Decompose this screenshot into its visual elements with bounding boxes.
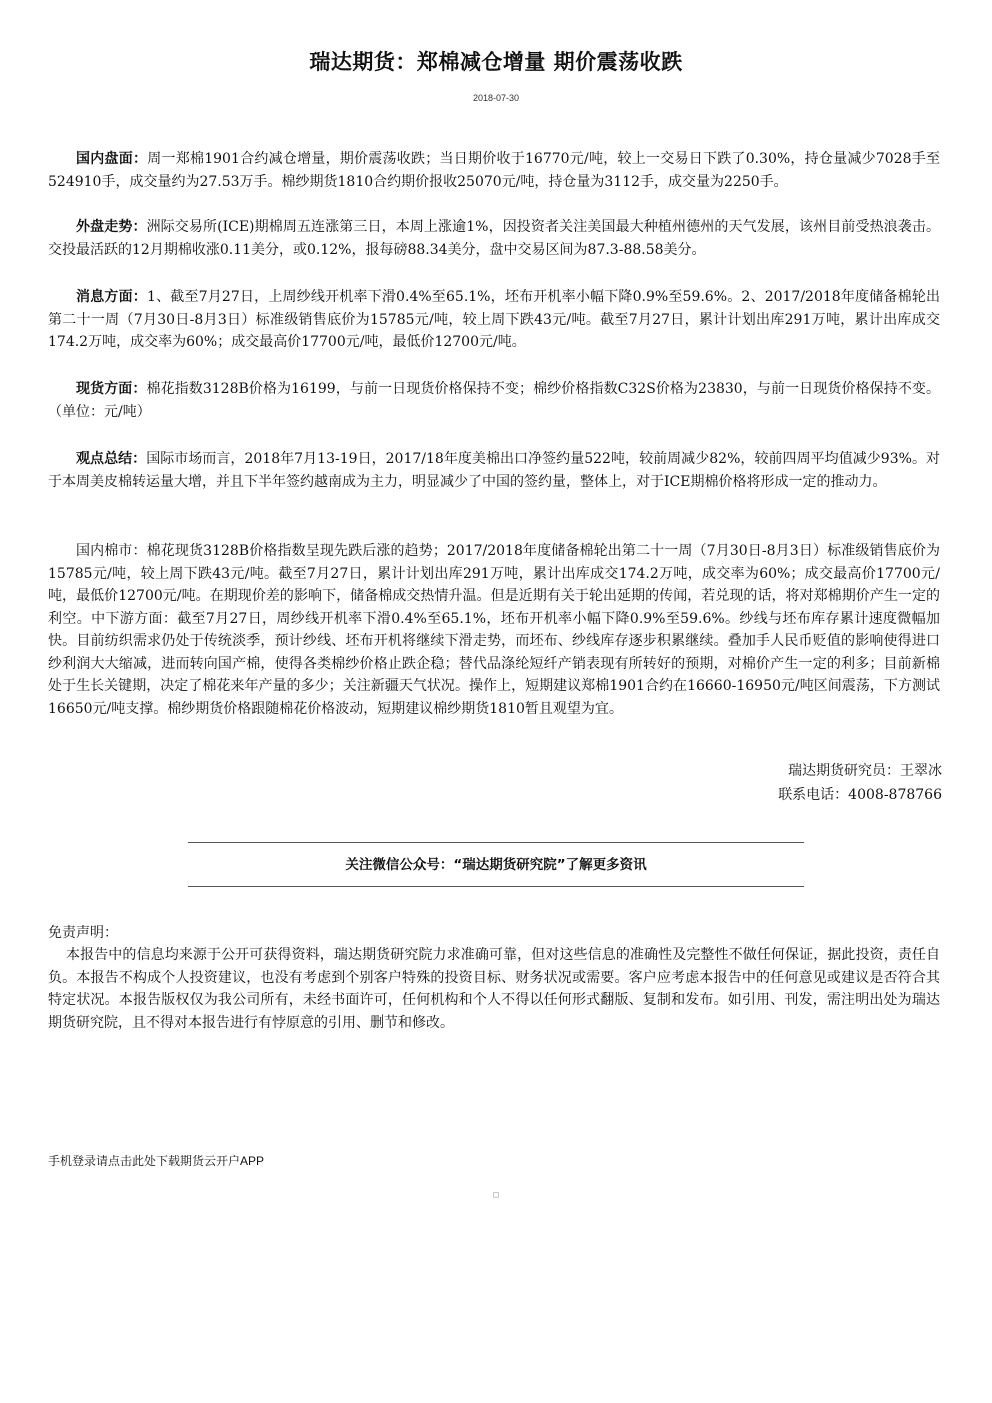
divider-top	[188, 842, 804, 843]
section-news	[48, 286, 940, 354]
disclaimer-text: 本报告中的信息均来源于公开可获得资料，瑞达期货研究院力求准确可靠，但对这些信息的准确性及完整性不做任何保证，据此投资，责任自负。本报告不构成个人投资建议，也没有考虑到个别客户特殊的投资目标、财务状况或需要。客户应考虑本报告中的任何意见或建议是否符合其特定状况。本报告版权仅为我公司所有，未经书面许可，任何机构和个人不得以任何形式翻版、复制和发布。如引用、刊发，需注明出处为瑞达期货研究院，且不得对本报告进行有悖原意的引用、删节和修改。	[48, 947, 940, 1031]
section-label: 外盘走势：	[76, 219, 147, 235]
researcher-name: 瑞达期货研究员：王翠冰	[788, 763, 942, 779]
domestic-cotton-paragraph: 国内棉市：棉花现货3128B价格指数呈现先跌后涨的趋势；2017/2018年度储备棉轮出第二十一周（7月30日-8月3日）标准级销售底价为15785元/吨，较上周下跌43元/吨。截至7月27日，累计计划出库291万吨，累计出库成交174.2万吨，成交率为60%；成交最高价17700元/吨，最低价12700元/吨。在期现价差的影响下，储备棉成交热情升温。但是近期有关于轮出延期的传闻，若兑现的话，将对郑棉期价产生一定的利空。中下游方面：截至7月27日，周纱线开机率下滑0.4%至65.1%，坯布开机率小幅下降0.9%至59.6%。纱线与坯布库存累计速度微幅加快。目前纺织需求仍处于传统淡季，预计纱线、坯布开机将继续下滑走势，而坯布、纱线库存逐步积累继续。叠加手人民币贬值的影响使得进口纱利润大大缩减，进而转向国产棉，使得各类棉纱价格止跌企稳；替代品涤纶短纤产销表现有所转好的预期，对棉价产生一定的利多；目前新棉处于生长关键期，决定了棉花来年产量的多少；关注新疆天气状况。操作上，短期建议郑棉1901合约在16660-16950元/吨区间震荡，下方测试16650元/吨支撑。棉纱期货价格跟随棉花价格波动，短期建议棉纱期货1810暂且观望为宜。	[48, 543, 940, 717]
section-label: 观点总结：	[76, 451, 147, 467]
section-label: 消息方面：	[76, 289, 147, 305]
section-foreign-market	[48, 216, 940, 261]
section-summary	[48, 448, 940, 493]
page-title: 瑞达期货：郑棉减仓增量 期价震荡收跌	[309, 50, 683, 74]
disclaimer-title: 免责声明：	[48, 925, 118, 941]
section-domestic-market	[48, 148, 940, 193]
section-text: 洲际交易所(ICE)期棉周五连涨第三日，本周上涨逾1%，因投资者关注美国最大种植州德州的天气发展，该州目前受热浪袭击。交投最活跃的12月期棉收涨0.11美分，或0.12%，报每磅88.34美分，盘中交易区间为87.3-88.58美分。	[48, 219, 941, 258]
contact-phone: 联系电话：4008-878766	[778, 787, 942, 803]
section-text: 周一郑棉1901合约减仓增量，期价震荡收跌；当日期价收于16770元/吨，较上一交易日下跌了0.30%，持仓量减少7028手至524910手，成交量约为27.53万手。棉纱期货1810合约期价报收25070元/吨，持仓量为3112手，成交量为2250手。	[48, 151, 941, 190]
section-label: 国内盘面：	[76, 151, 148, 167]
section-label: 现货方面：	[76, 381, 147, 397]
divider-bottom	[188, 886, 804, 887]
section-text: 国际市场而言，2018年7月13-19日，2017/18年度美棉出口净签约量522吨，较前周减少82%，较前四周平均值减少93%。对于本周美皮棉转运量大增，并且下半年签约越南成为主力，明显减少了中国的签约量，整体上，对于ICE期棉价格将形成一定的推动力。	[48, 451, 941, 490]
page-marker	[493, 1192, 499, 1198]
wechat-follow-notice: 关注微信公众号：“瑞达期货研究院”了解更多资讯	[345, 857, 647, 873]
section-text: 棉花指数3128B价格为16199，与前一日现货价格保持不变；棉纱价格指数C32S价格为23830，与前一日现货价格保持不变。（单位：元/吨）	[48, 381, 941, 420]
section-spot	[48, 378, 940, 423]
app-download-link[interactable]: 手机登录请点击此处下载期货云开户APP	[48, 1154, 265, 1168]
section-text: 1、截至7月27日，上周纱线开机率下滑0.4%至65.1%，坯布开机率小幅下降0.9%至59.6%。2、2017/2018年度储备棉轮出第二十一周（7月30日-8月3日）标准级销售底价为15785元/吨，较上周下跌43元/吨。截至7月27日，累计计划出库291万吨，累计出库成交174.2万吨，成交率为60%；成交最高价17700元/吨，最低价12700元/吨。	[48, 289, 941, 350]
report-date: 2018-07-30	[472, 93, 520, 103]
